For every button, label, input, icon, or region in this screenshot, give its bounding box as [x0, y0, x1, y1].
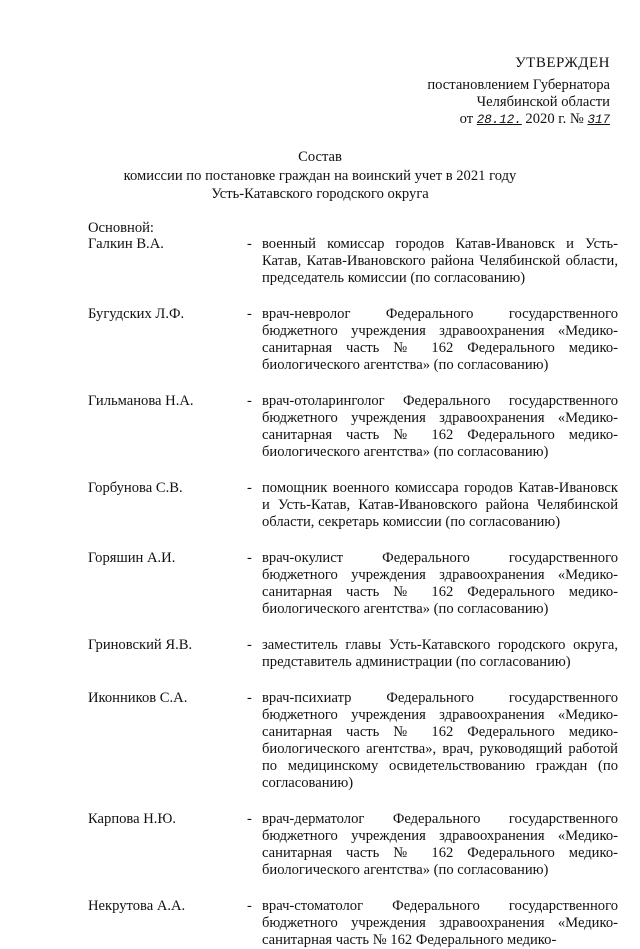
member-name: Гриновский Я.В. — [88, 637, 193, 653]
member-description: врач-отоларинголог Федерального государственного бюджетного учреждения здравоохранения «Медико-санитарная часть № 162 Федерального медико-биологического агентства» (по согласованию) — [262, 393, 618, 460]
document-heading — [0, 148, 640, 204]
member-name: Некрутова А.А. — [88, 898, 186, 914]
heading-line-1: Состав — [298, 149, 342, 165]
list-item — [88, 393, 618, 461]
approval-date-line — [400, 111, 610, 129]
member-description: врач-невролог Федерального государственного бюджетного учреждения здравоохранения «Медико-санитарная часть № 162 Федерального медико-биологического агентства» (по согласованию) — [262, 306, 618, 373]
member-name: Галкин В.А. — [88, 236, 164, 252]
member-description: военный комиссар городов Катав-Ивановск и Усть-Катав, Катав-Ивановского района Челябинской области, председатель комиссии (по согласованию) — [262, 236, 618, 286]
member-dash: - — [247, 306, 252, 322]
list-item — [88, 898, 618, 949]
list-item — [88, 637, 618, 671]
member-name: Гильманова Н.А. — [88, 393, 194, 409]
approval-stamp — [400, 55, 610, 129]
member-dash: - — [247, 898, 252, 914]
group-label: Основной: — [88, 220, 154, 236]
approval-date-prefix: от — [459, 111, 474, 127]
member-dash: - — [247, 393, 252, 409]
list-item — [88, 306, 618, 374]
member-name: Горбунова С.В. — [88, 480, 183, 496]
heading-line-2: комиссии по постановке граждан на воинский учет в 2021 году — [123, 167, 517, 184]
approval-number: 317 — [587, 113, 610, 127]
member-dash: - — [247, 637, 252, 653]
approval-date: 28.12. — [476, 113, 522, 127]
member-name: Горяшин А.И. — [88, 550, 176, 566]
list-item — [88, 811, 618, 879]
approval-year-text: 2020 г. № — [525, 111, 584, 127]
member-dash: - — [247, 236, 252, 252]
member-dash: - — [247, 690, 252, 706]
list-item — [88, 690, 618, 792]
member-description: врач-дерматолог Федерального государственного бюджетного учреждения здравоохранения «Медико-санитарная часть № 162 Федерального медико-биологического агентства» (по согласованию) — [262, 811, 618, 878]
member-name: Иконников С.А. — [88, 690, 188, 706]
member-description: помощник военного комиссара городов Катав-Ивановск и Усть-Катав, Катав-Ивановского района Челябинской области, секретарь комиссии (по согласованию) — [262, 480, 618, 530]
members-list — [88, 236, 618, 949]
list-item — [88, 236, 618, 287]
list-item — [88, 480, 618, 531]
member-dash: - — [247, 550, 252, 566]
member-dash: - — [247, 480, 252, 496]
member-dash: - — [247, 811, 252, 827]
member-name: Карпова Н.Ю. — [88, 811, 177, 827]
member-name: Бугудских Л.Ф. — [88, 306, 185, 322]
list-item — [88, 550, 618, 618]
member-description: врач-окулист Федерального государственного бюджетного учреждения здравоохранения «Медико-санитарная часть № 162 Федерального медико-биологического агентства» (по согласованию) — [262, 550, 618, 617]
member-description: врач-стоматолог Федерального государственного бюджетного учреждения здравоохранения «Медико-санитарная часть № 162 Федерального медико- — [262, 898, 618, 948]
approval-title: УТВЕРЖДЕН — [515, 55, 610, 71]
member-description: заместитель главы Усть-Катавского городского округа, представитель администрации (по согласованию) — [262, 637, 618, 670]
approval-line-1: постановлением Губернатора — [427, 77, 610, 93]
heading-line-3: Усть-Катавского городского округа — [211, 186, 429, 202]
approval-line-2: Челябинской области — [476, 94, 610, 110]
member-description: врач-психиатр Федерального государственного бюджетного учреждения здравоохранения «Медико-санитарная часть № 162 Федерального медико-биологического агентства», врач, руководящий работой по медицинскому освидетельствованию граждан (по согласованию) — [262, 690, 618, 791]
